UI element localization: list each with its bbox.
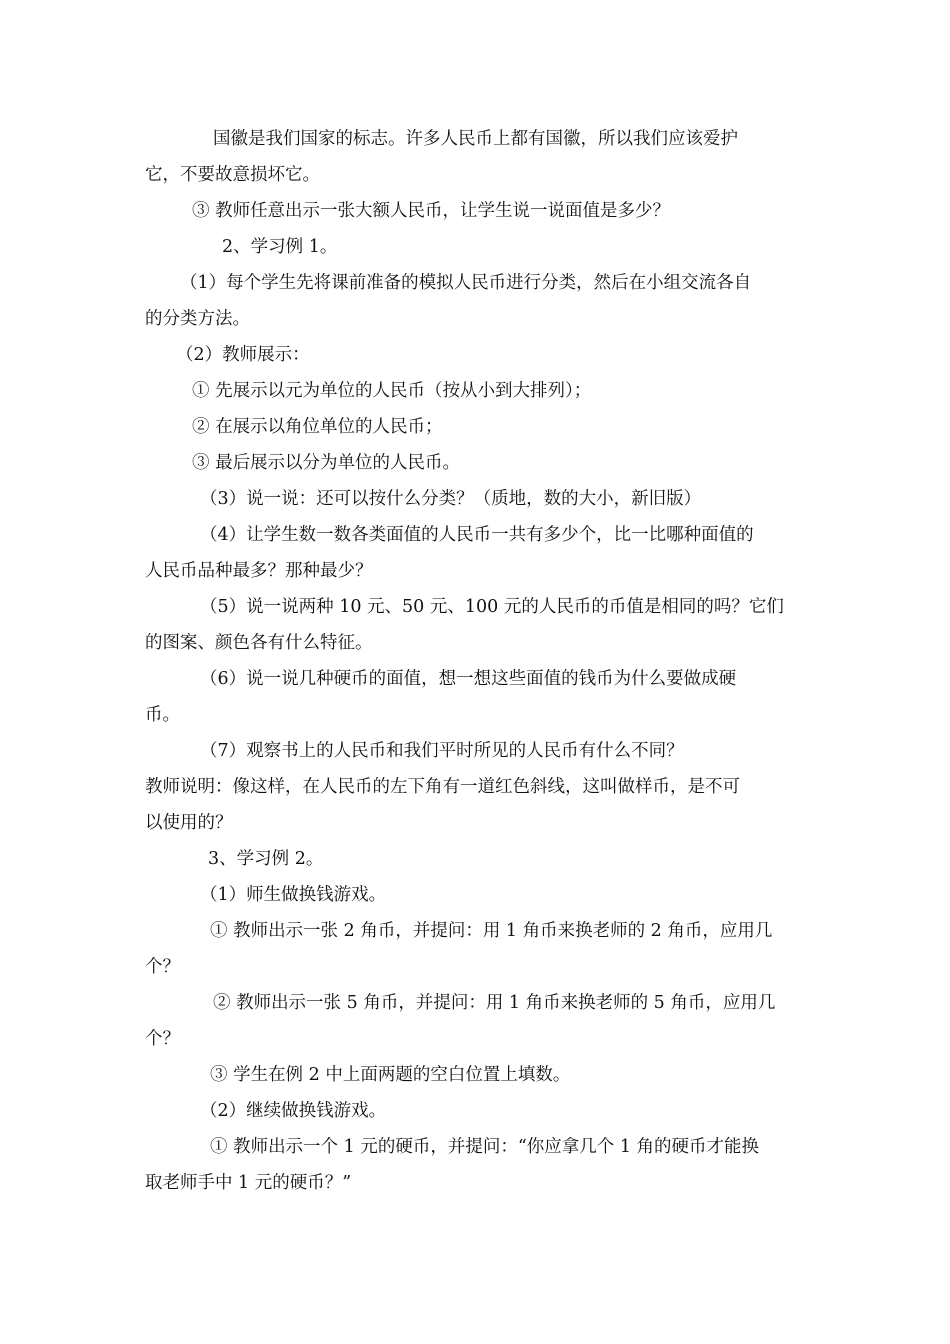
text-line-7: （2）教师展示： <box>176 345 310 365</box>
text-line-25: ② 教师出示一张 5 角币，并提问：用 1 角币来换老师的 5 角币，应用几 <box>213 993 776 1013</box>
text-line-3: ③ 教师任意出示一张大额人民币，让学生说一说面值是多少？ <box>192 201 671 221</box>
text-line-27: ③ 学生在例 2 中上面两题的空白位置上填数。 <box>210 1065 571 1085</box>
text-line-6: 的分类方法。 <box>145 309 250 329</box>
text-line-20: 以使用的？ <box>145 813 233 833</box>
text-line-26: 个？ <box>145 1029 180 1049</box>
text-line-17: 币。 <box>145 705 180 725</box>
text-line-28: （2）继续做换钱游戏。 <box>200 1101 387 1121</box>
text-line-23: ① 教师出示一张 2 角币，并提问：用 1 角币来换老师的 2 角币，应用几 <box>210 921 773 941</box>
text-line-4: 2、学习例 1。 <box>222 237 338 257</box>
text-line-5: （1）每个学生先将课前准备的模拟人民币进行分类，然后在小组交流各自 <box>180 273 752 293</box>
text-line-8: ① 先展示以元为单位的人民币（按从小到大排列）； <box>192 381 592 401</box>
text-line-30: 取老师手中 1 元的硬币？” <box>145 1173 352 1193</box>
text-line-12: （4）让学生数一数各类面值的人民币一共有多少个，比一比哪种面值的 <box>200 525 754 545</box>
text-line-19: 教师说明：像这样，在人民币的左下角有一道红色斜线，这叫做样币，是不可 <box>145 777 740 797</box>
text-line-9: ② 在展示以角位单位的人民币； <box>192 417 443 437</box>
text-line-21: 3、学习例 2。 <box>208 849 324 869</box>
text-line-2: 它，不要故意损坏它。 <box>145 165 320 185</box>
text-line-29: ① 教师出示一个 1 元的硬币，并提问：“你应拿几个 1 角的硬币才能换 <box>210 1137 760 1157</box>
text-line-18: （7）观察书上的人民币和我们平时所见的人民币有什么不同？ <box>200 741 684 761</box>
text-line-11: （3）说一说：还可以按什么分类？（质地，数的大小，新旧版） <box>200 489 702 509</box>
text-line-16: （6）说一说几种硬币的面值，想一想这些面值的钱币为什么要做成硬 <box>200 669 737 689</box>
text-line-24: 个？ <box>145 957 180 977</box>
text-line-15: 的图案、颜色各有什么特征。 <box>145 633 373 653</box>
text-line-10: ③ 最后展示以分为单位的人民币。 <box>192 453 461 473</box>
text-line-22: （1）师生做换钱游戏。 <box>200 885 387 905</box>
text-line-14: （5）说一说两种 10 元、50 元、100 元的人民币的币值是相同的吗？它们 <box>200 597 784 617</box>
text-line-13: 人民币品种最多？那种最少？ <box>145 561 373 581</box>
text-line-1: 国徽是我们国家的标志。许多人民币上都有国徽，所以我们应该爱护 <box>213 129 738 149</box>
